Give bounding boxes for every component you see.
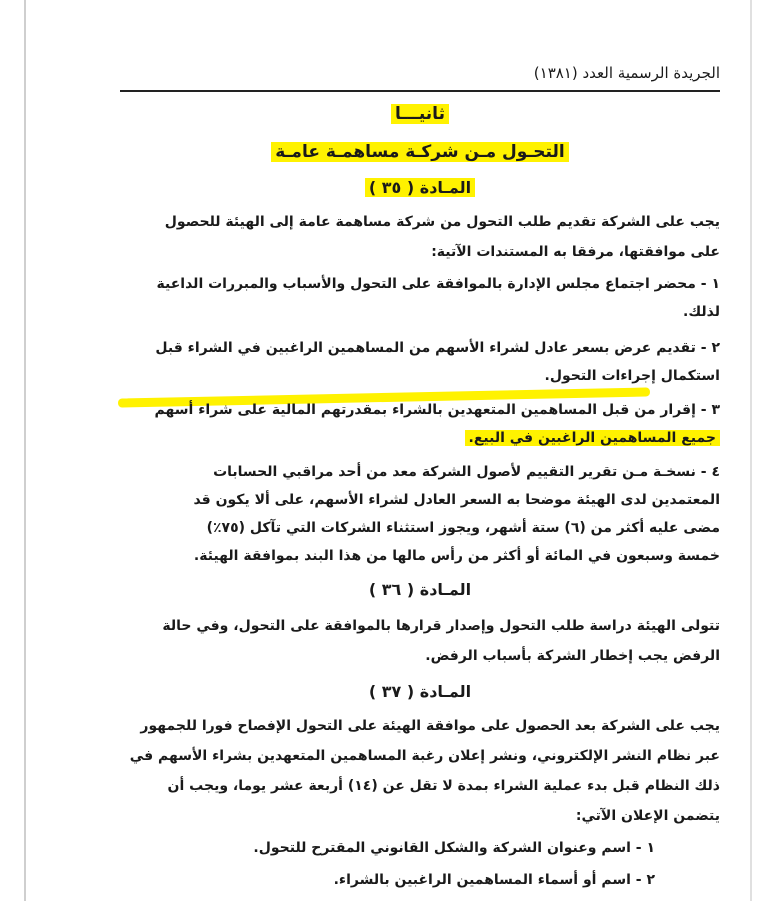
gazette-header: الجريدة الرسمية العدد (١٣٨١)	[533, 64, 720, 82]
article-35-item-2-line-2: استكمال إجراءات التحول.	[544, 368, 720, 384]
article-37-heading: المـادة ( ٣٧ )	[368, 682, 472, 701]
article-37-line-3: ذلك النظام قبل بدء عملية الشراء بمدة لا تقل عن (١٤) أربعة عشر يوما، ويجب أن	[167, 778, 720, 794]
article-35-item-4-line-1: ٤ - نسخـة مـن تقرير التقييم لأصول الشركة معد من أحد مراقبي الحسابات	[213, 464, 720, 480]
article-36-line-2: الرفض يجب إخطار الشركة بأسباب الرفض.	[425, 648, 720, 664]
article-35-intro-line-1: يجب على الشركة تقديم طلب التحول من شركة مساهمة عامة إلى الهيئة للحصول	[164, 214, 720, 230]
article-35-item-4-line-3: مضى عليه أكثر من (٦) ستة أشهر، ويجوز استثناء الشركات التي تآكل (٧٥٪)	[206, 520, 720, 536]
article-35-item-3-line-1: ٣ - إقرار من قبل المساهمين المتعهدين بالشراء بمقدرتهم المالية على شراء أسهم	[154, 402, 720, 418]
article-36-heading: المـادة ( ٣٦ )	[368, 580, 472, 599]
article-35-item-1-line-2: لذلك.	[683, 304, 720, 320]
page-edge-right	[750, 0, 752, 901]
article-37-line-2: عبر نظام النشر الإلكتروني، ونشر إعلان رغبة المساهمين المتعهدين بشراء الأسهم في	[129, 748, 720, 764]
article-35-heading-text: المـادة ( ٣٥ )	[365, 178, 475, 197]
article-35-intro-line-2: على موافقتها، مرفقا به المستندات الآتية:	[431, 244, 720, 260]
article-35-item-2-line-1: ٢ - تقديم عرض بسعر عادل لشراء الأسهم من المساهمين الراغبين في الشراء قبل	[155, 340, 720, 356]
article-35-item-3-highlight: جميع المساهمين الراغبين في البيع.	[465, 430, 720, 446]
section-title	[120, 104, 720, 124]
section-subtitle	[120, 142, 720, 162]
article-37-line-4: يتضمن الإعلان الآتي:	[575, 808, 720, 824]
article-35-item-1-line-1: ١ - محضر اجتماع مجلس الإدارة بالموافقة على التحول والأسباب والمبررات الداعية	[156, 276, 720, 292]
header-divider	[120, 90, 720, 92]
article-35-item-4-line-4: خمسة وسبعون في المائة أو أكثر من رأس مالها من هذا البند بموافقة الهيئة.	[193, 548, 720, 564]
page-edge-left	[24, 0, 26, 901]
article-35-item-3-line-2	[120, 430, 720, 446]
article-37-line-1: يجب على الشركة بعد الحصول على موافقة الهيئة على التحول الإفصاح فورا للجمهور	[140, 718, 720, 734]
article-37-item-1: ١ - اسم وعنوان الشركة والشكل القانوني المقترح للتحول.	[253, 840, 655, 856]
article-37-item-2: ٢ - اسم أو أسماء المساهمين الراغبين بالشراء.	[333, 872, 655, 888]
section-title-text: ثانيـــا	[391, 104, 449, 124]
article-35-heading	[120, 178, 720, 197]
section-subtitle-text: التحـول مـن شركـة مساهمـة عامـة	[271, 142, 568, 162]
article-36-line-1: تتولى الهيئة دراسة طلب التحول وإصدار قرارها بالموافقة على التحول، وفي حالة	[162, 618, 720, 634]
article-35-item-4-line-2: المعتمدين لدى الهيئة موضحا به السعر العادل لشراء الأسهم، على ألا يكون قد	[193, 492, 720, 508]
